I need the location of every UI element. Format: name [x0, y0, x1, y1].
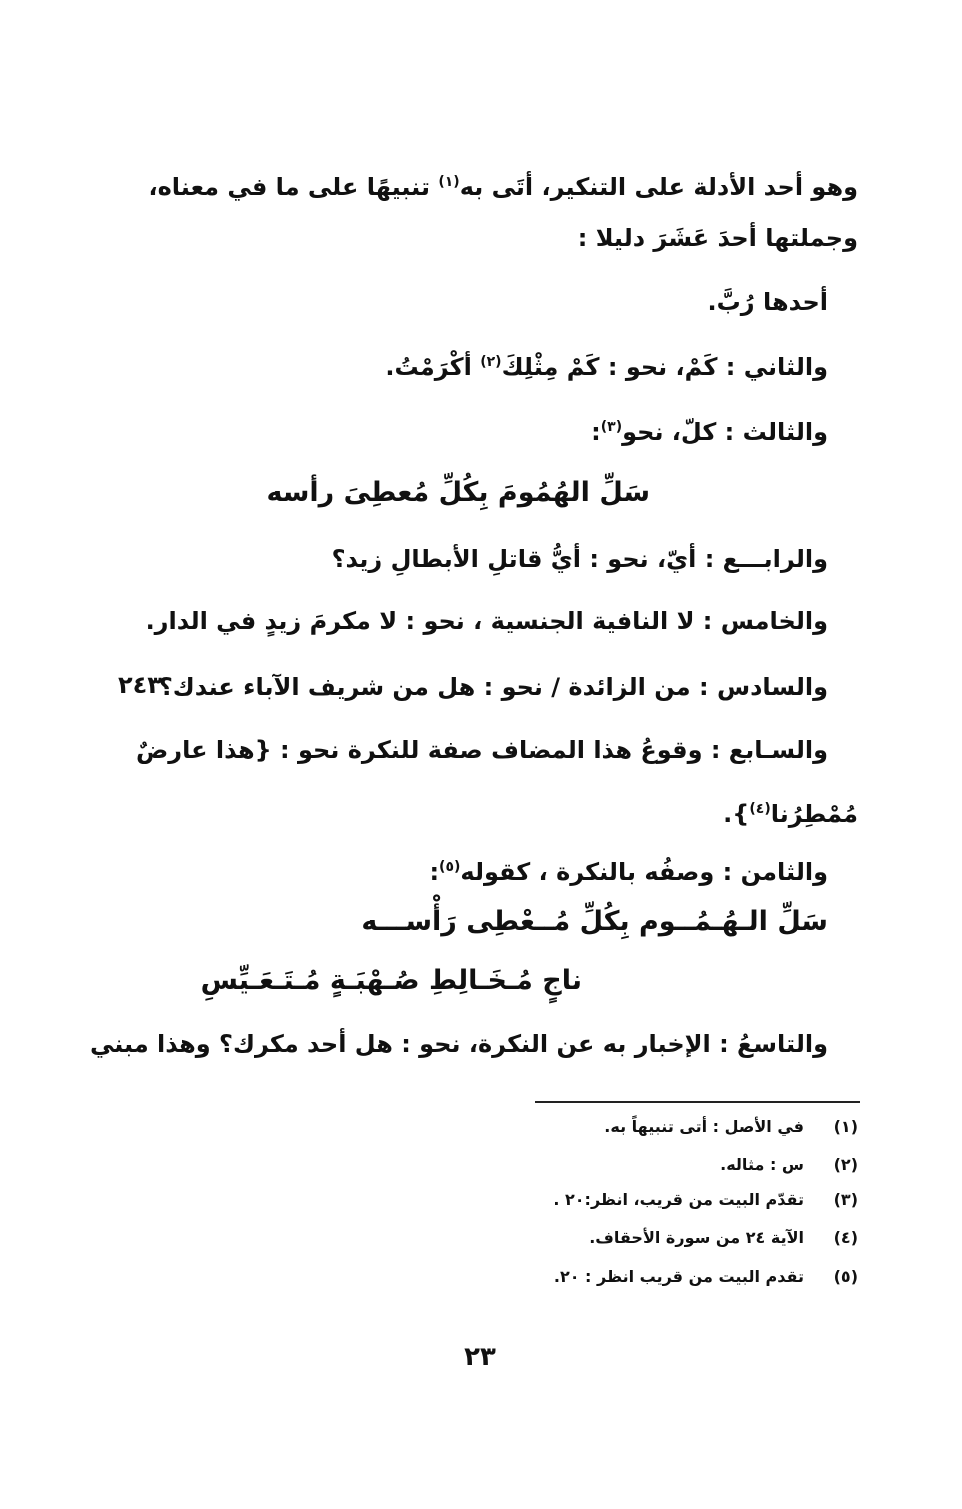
verse-line-1: سَلِّ الهُمُومَ بِكُلِّ مُعطِىَ رأسه: [266, 477, 650, 508]
footnote-text: س : مثاله.: [720, 1155, 804, 1174]
footnote-text: تقدم البيت من قريب انظر : ٢٠.: [553, 1267, 804, 1286]
text-line-8: والسادس : من الزائدة / نحو : هل من شريف الآباء عندك؟: [158, 673, 828, 701]
footnote-4: [589, 1227, 858, 1249]
footnote-ref-5: (٥): [439, 859, 461, 875]
verse-line-2b: ناجٍ مُـخَـالِطِ صُـهْبَـةٍ مُـتَـعَـيِّسِ: [200, 965, 582, 996]
text-line-12: والتاسعُ : الإخبار به عن النكرة، نحو : هل أحد مكرك؟ وهذا مبني: [89, 1030, 828, 1058]
footnote-divider: [535, 1101, 860, 1103]
footnote-ref-1: (١): [438, 174, 460, 190]
text-line-6: والرابـــع : أيّ، نحو : أيُّ قاتلِ الأبطالِ زيد؟: [331, 545, 828, 573]
text-line-5: والثالث : كلّ، نحو$^{(٣)}$:: [591, 418, 828, 446]
footnote-ref-2: (٢): [480, 354, 502, 370]
verse-line-2a: سَلِّ الـهُـمُــوم بِكُلِّ مُــعْطِى رَأْســـه: [361, 906, 828, 937]
footnote-1: [604, 1116, 858, 1138]
margin-page-number: ٢٤٣: [118, 671, 162, 699]
text-line-1: وهو أحد الأدلة على التنكير، أتَى به$^{(١)}$ تنبيهًا على ما في معناه،: [148, 173, 858, 201]
text-line-3: أحدها رُبَّ.: [707, 288, 828, 316]
text-line-2: وجملتها أحدَ عَشَرَ دليلا :: [577, 224, 858, 252]
footnote-ref-3: (٣): [600, 419, 623, 435]
footnote-text: تقدّم البيت من قريب، انظر:٢٠ .: [553, 1190, 804, 1209]
footnote-number: (٢): [833, 1155, 858, 1174]
footnote-ref-4: (٤): [749, 801, 771, 817]
text-line-4: والثاني : كَمْ، نحو : كَمْ مِثْلِكَ$^{(٢)}$ أكْرَمْتُ.: [385, 353, 828, 381]
page-number: ٢٣: [464, 1342, 496, 1372]
text-line-11: والثامن : وصفُه بالنكرة ، كقوله$^{(٥)}$:: [429, 858, 828, 886]
footnote-2: [720, 1154, 858, 1176]
footnote-number: (٣): [833, 1190, 858, 1209]
footnote-text: الآية ٢٤ من سورة الأحقاف.: [589, 1228, 804, 1247]
footnote-number: (٤): [833, 1228, 858, 1247]
text-line-9: والسـابع : وقوعُ هذا المضاف صفة للنكرة نحو : {هذا عارضٌ: [136, 736, 828, 764]
text-line-7: والخامس : لا النافية الجنسية ، نحو : لا مكرمَ زيدٍ في الدار.: [145, 607, 828, 635]
footnote-number: (١): [833, 1117, 858, 1136]
footnote-text: في الأصل : أتى تنبيهاً به.: [604, 1117, 804, 1136]
text-line-10: مُمْطِرُنا$^{(٤)}$}.: [723, 800, 858, 828]
footnote-5: [554, 1266, 858, 1288]
footnote-number: (٥): [833, 1267, 858, 1286]
footnote-3: [553, 1189, 858, 1211]
